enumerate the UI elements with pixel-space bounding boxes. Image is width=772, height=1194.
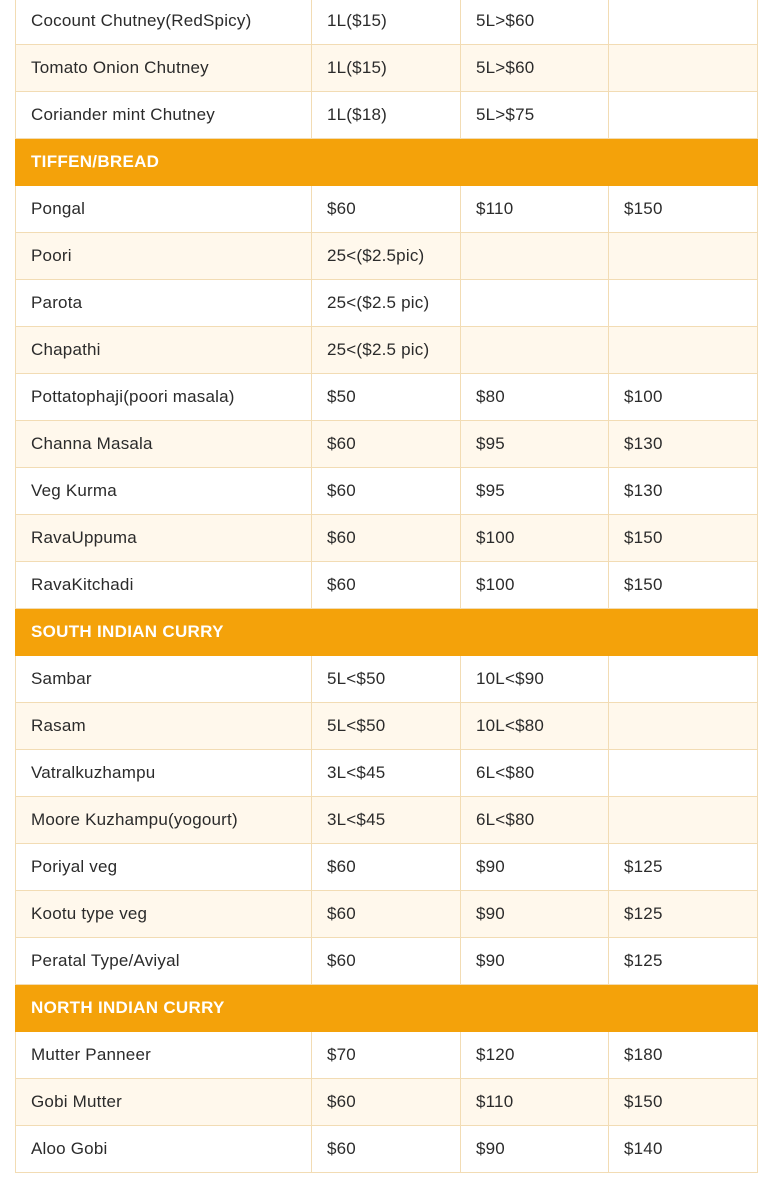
price-cell-1: $60 — [312, 186, 461, 233]
price-cell-3 — [609, 45, 758, 92]
price-cell-1: $60 — [312, 515, 461, 562]
price-cell-1: $60 — [312, 468, 461, 515]
price-cell-3 — [609, 92, 758, 139]
price-cell-2 — [461, 280, 609, 327]
item-name-cell: RavaUppuma — [16, 515, 312, 562]
table-row — [16, 374, 758, 421]
section-title: SOUTH INDIAN CURRY — [16, 609, 758, 656]
item-name-cell: Veg Kurma — [16, 468, 312, 515]
section-header-row — [16, 139, 758, 186]
table-row — [16, 562, 758, 609]
price-cell-1: 3L<$45 — [312, 797, 461, 844]
price-cell-2: 5L>$60 — [461, 0, 609, 45]
price-cell-2: $110 — [461, 1079, 609, 1126]
table-row — [16, 280, 758, 327]
price-cell-1: 1L($15) — [312, 45, 461, 92]
price-cell-3 — [609, 797, 758, 844]
price-cell-1: $60 — [312, 421, 461, 468]
table-row — [16, 891, 758, 938]
price-cell-3: $180 — [609, 1032, 758, 1079]
price-cell-2: $90 — [461, 844, 609, 891]
price-cell-3 — [609, 233, 758, 280]
price-cell-3 — [609, 327, 758, 374]
price-cell-2: $120 — [461, 1032, 609, 1079]
table-row — [16, 421, 758, 468]
price-cell-1: $60 — [312, 1079, 461, 1126]
table-row — [16, 750, 758, 797]
table-row — [16, 1079, 758, 1126]
price-cell-3: $150 — [609, 1079, 758, 1126]
price-cell-2: $100 — [461, 562, 609, 609]
item-name-cell: Pongal — [16, 186, 312, 233]
table-row — [16, 45, 758, 92]
price-cell-3: $130 — [609, 421, 758, 468]
price-cell-1: $60 — [312, 938, 461, 985]
item-name-cell: Tomato Onion Chutney — [16, 45, 312, 92]
price-cell-3 — [609, 703, 758, 750]
item-name-cell: Mutter Panneer — [16, 1032, 312, 1079]
price-cell-1: 1L($15) — [312, 0, 461, 45]
price-cell-1: $60 — [312, 1126, 461, 1173]
price-cell-3: $125 — [609, 891, 758, 938]
table-row — [16, 1032, 758, 1079]
price-cell-3: $125 — [609, 844, 758, 891]
table-row — [16, 797, 758, 844]
price-cell-3: $125 — [609, 938, 758, 985]
price-cell-1: $60 — [312, 891, 461, 938]
price-cell-2: $95 — [461, 421, 609, 468]
section-header-row — [16, 609, 758, 656]
price-cell-2: 10L<$80 — [461, 703, 609, 750]
price-cell-1: 1L($18) — [312, 92, 461, 139]
price-cell-3 — [609, 0, 758, 45]
price-cell-2: 6L<$80 — [461, 797, 609, 844]
price-cell-2: $80 — [461, 374, 609, 421]
price-cell-1: 25<($2.5 pic) — [312, 280, 461, 327]
table-row — [16, 92, 758, 139]
section-title: NORTH INDIAN CURRY — [16, 985, 758, 1032]
item-name-cell: Coriander mint Chutney — [16, 92, 312, 139]
price-cell-3 — [609, 280, 758, 327]
price-cell-2 — [461, 233, 609, 280]
price-cell-2: $100 — [461, 515, 609, 562]
price-cell-2 — [461, 327, 609, 374]
price-cell-2: 5L>$75 — [461, 92, 609, 139]
table-row — [16, 938, 758, 985]
price-cell-2: 6L<$80 — [461, 750, 609, 797]
price-cell-1: 3L<$45 — [312, 750, 461, 797]
price-cell-3: $150 — [609, 562, 758, 609]
item-name-cell: Peratal Type/Aviyal — [16, 938, 312, 985]
item-name-cell: Vatralkuzhampu — [16, 750, 312, 797]
price-cell-2: 5L>$60 — [461, 45, 609, 92]
price-cell-2: $110 — [461, 186, 609, 233]
price-cell-3: $100 — [609, 374, 758, 421]
price-cell-3 — [609, 656, 758, 703]
price-cell-2: $90 — [461, 938, 609, 985]
price-cell-3: $150 — [609, 515, 758, 562]
item-name-cell: Moore Kuzhampu(yogourt) — [16, 797, 312, 844]
item-name-cell: RavaKitchadi — [16, 562, 312, 609]
price-cell-1: $60 — [312, 844, 461, 891]
item-name-cell: Kootu type veg — [16, 891, 312, 938]
table-row — [16, 0, 758, 45]
price-cell-1: $60 — [312, 562, 461, 609]
section-header-row — [16, 985, 758, 1032]
item-name-cell: Poriyal veg — [16, 844, 312, 891]
table-row — [16, 327, 758, 374]
price-cell-1: $70 — [312, 1032, 461, 1079]
table-row — [16, 1126, 758, 1173]
item-name-cell: Pottatophaji(poori masala) — [16, 374, 312, 421]
item-name-cell: Chapathi — [16, 327, 312, 374]
price-cell-3: $150 — [609, 186, 758, 233]
table-row — [16, 844, 758, 891]
price-cell-1: 5L<$50 — [312, 656, 461, 703]
item-name-cell: Gobi Mutter — [16, 1079, 312, 1126]
table-row — [16, 186, 758, 233]
price-cell-2: $90 — [461, 891, 609, 938]
item-name-cell: Poori — [16, 233, 312, 280]
price-cell-1: 5L<$50 — [312, 703, 461, 750]
table-row — [16, 468, 758, 515]
price-cell-3: $130 — [609, 468, 758, 515]
menu-price-table — [15, 0, 758, 1173]
item-name-cell: Sambar — [16, 656, 312, 703]
item-name-cell: Parota — [16, 280, 312, 327]
price-cell-3 — [609, 750, 758, 797]
price-cell-1: 25<($2.5 pic) — [312, 327, 461, 374]
price-cell-2: 10L<$90 — [461, 656, 609, 703]
item-name-cell: Rasam — [16, 703, 312, 750]
table-row — [16, 703, 758, 750]
section-title: TIFFEN/BREAD — [16, 139, 758, 186]
price-cell-1: 25<($2.5pic) — [312, 233, 461, 280]
item-name-cell: Cocount Chutney(RedSpicy) — [16, 0, 312, 45]
menu-table-body — [16, 0, 758, 1173]
table-row — [16, 656, 758, 703]
price-cell-3: $140 — [609, 1126, 758, 1173]
table-row — [16, 515, 758, 562]
item-name-cell: Aloo Gobi — [16, 1126, 312, 1173]
table-row — [16, 233, 758, 280]
price-cell-2: $95 — [461, 468, 609, 515]
item-name-cell: Channa Masala — [16, 421, 312, 468]
price-cell-2: $90 — [461, 1126, 609, 1173]
price-cell-1: $50 — [312, 374, 461, 421]
